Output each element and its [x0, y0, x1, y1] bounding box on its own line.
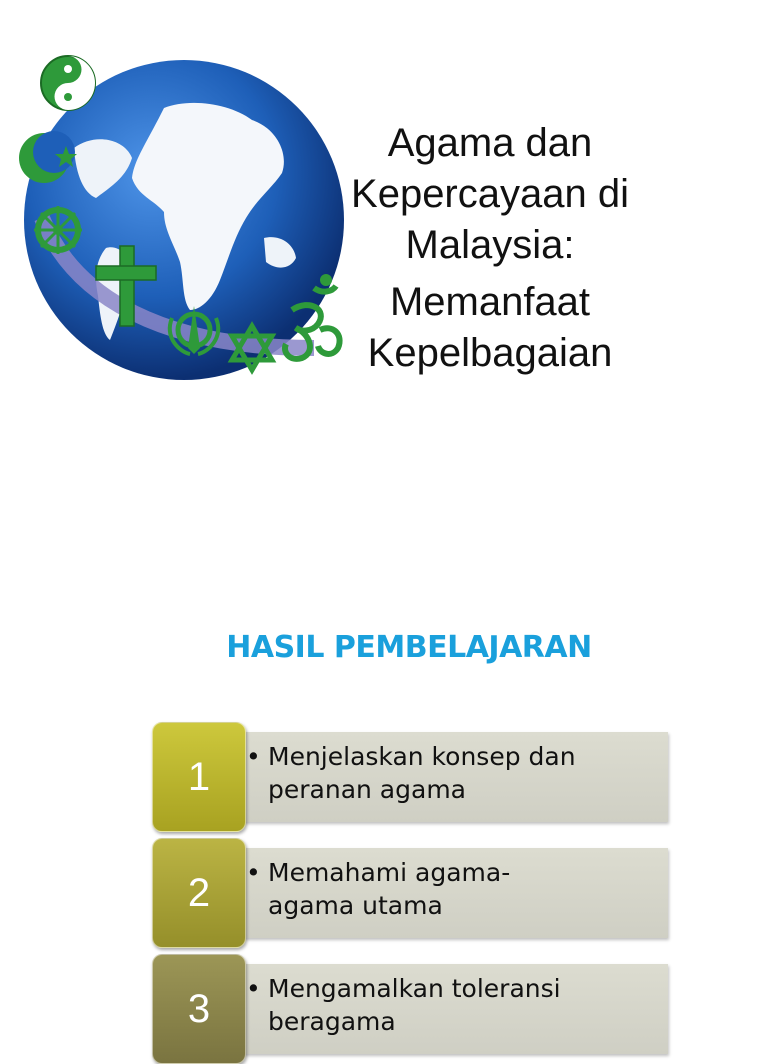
globe-icon	[14, 48, 350, 384]
title-line: Kepercayaan di	[351, 172, 629, 216]
objective-item-3	[152, 954, 672, 1064]
bullet: •	[246, 858, 261, 887]
slide-title	[330, 118, 650, 379]
objective-text	[246, 740, 658, 806]
objective-line: Menjelaskan konsep dan	[268, 742, 576, 771]
objective-line: peranan agama	[268, 775, 466, 804]
objective-text-box	[236, 848, 668, 938]
globe-illustration	[14, 48, 350, 384]
objective-line: beragama	[268, 1007, 396, 1036]
objective-text-box	[236, 732, 668, 822]
title-slide	[0, 0, 768, 420]
objective-line: Mengamalkan toleransi	[268, 974, 561, 1003]
title-line: Agama dan	[387, 121, 593, 165]
objective-item-1	[152, 722, 672, 832]
slide-subtitle	[330, 277, 650, 379]
yin-yang-icon	[41, 56, 95, 110]
subtitle-line: Memanfaat	[389, 280, 591, 324]
objective-text	[246, 972, 658, 1038]
title-line: Malaysia:	[405, 223, 575, 267]
bullet: •	[246, 974, 261, 1003]
objective-text	[246, 856, 658, 922]
objective-line: agama utama	[268, 891, 443, 920]
objectives-slide	[0, 580, 768, 1036]
number-badge: 2	[152, 838, 246, 948]
subtitle-line: Kepelbagaian	[367, 331, 613, 375]
section-heading: HASIL PEMBELAJARAN	[226, 630, 592, 665]
dharma-wheel-icon	[34, 206, 82, 254]
number-badge: 1	[152, 722, 246, 832]
objective-line: Memahami agama-	[268, 858, 511, 887]
number-badge: 3	[152, 954, 246, 1064]
objective-text-box	[236, 964, 668, 1054]
objective-item-2	[152, 838, 672, 948]
bullet: •	[246, 742, 261, 771]
